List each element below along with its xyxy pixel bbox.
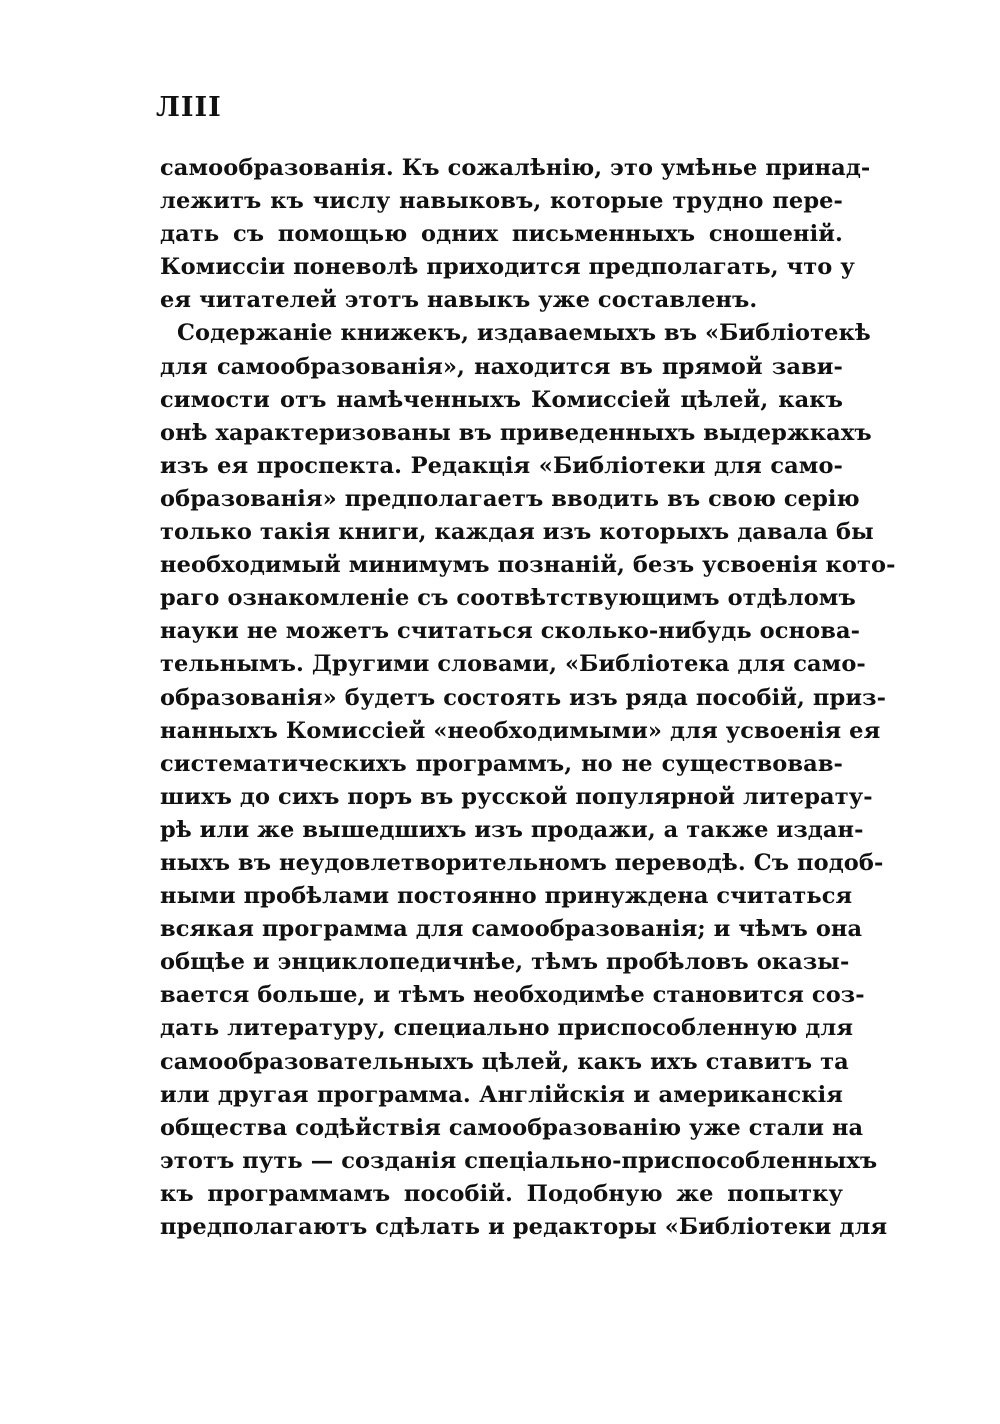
text-line: тельнымъ. Другими словами, «Библіотека для само- — [160, 651, 866, 678]
paragraph — [160, 317, 896, 1244]
text-line: необходимый минимумъ познаній, безъ усвоенія кото- — [160, 552, 896, 579]
text-line: образованія» предполагаетъ вводить въ свою серію — [160, 485, 860, 512]
text-line: этотъ путь — созданія спеціально-приспособленныхъ — [160, 1147, 878, 1174]
text-line: симости отъ намѣченныхъ Комиссіей цѣлей, какъ — [160, 386, 843, 413]
text-line: изъ ея проспекта. Редакція «Библіотеки для само- — [160, 452, 843, 479]
text-line: предполагаютъ сдѣлать и редакторы «Библіотеки для — [160, 1214, 888, 1240]
text-line: раго ознакомленіе съ соотвѣтствующимъ отдѣломъ — [160, 585, 856, 612]
text-line: самообразовательныхъ цѣлей, какъ ихъ ставитъ та — [160, 1048, 849, 1075]
body-text — [160, 152, 896, 1244]
text-line: лежитъ къ числу навыковъ, которые трудно пере- — [160, 188, 843, 215]
text-line: общѣе и энциклопедичнѣе, тѣмъ пробѣловъ оказы- — [160, 949, 850, 976]
text-line: шихъ до сихъ поръ въ русской популярной литерату- — [160, 783, 873, 810]
text-line: самообразованія. Къ сожалѣнію, это умѣнье принад- — [160, 155, 871, 181]
text-line: общества содѣйствія самообразованію уже стали на — [160, 1114, 864, 1141]
text-line: науки не можетъ считаться сколько-нибудь основа- — [160, 618, 861, 645]
text-line: къ программамъ пособій. Подобную же попытку — [160, 1180, 843, 1207]
page-number: ЛIII — [156, 92, 222, 123]
text-line: ныхъ въ неудовлетворительномъ переводѣ. Съ подоб- — [160, 849, 884, 876]
text-line: или другая программа. Англійскія и американскія — [160, 1081, 843, 1108]
text-line: только такія книги, каждая изъ которыхъ давала бы — [160, 519, 874, 546]
text-line: для самообразованія», находится въ прямой зави- — [160, 353, 843, 380]
text-line: всякая программа для самообразованія; и чѣмъ она — [160, 916, 863, 943]
text-line: нанныхъ Комиссіей «необходимыми» для усвоенія ея — [160, 717, 881, 744]
text-line: онѣ характеризованы въ приведенныхъ выдержкахъ — [160, 419, 872, 446]
text-line: Комиссіи поневолѣ приходится предполагать, что у — [160, 254, 855, 281]
text-line: Содержаніе книжекъ, издаваемыхъ въ «Библіотекѣ — [177, 320, 871, 347]
text-line: рѣ или же вышедшихъ изъ продажи, а также издан- — [160, 816, 864, 843]
text-line: ея читателей этотъ навыкъ уже составленъ. — [160, 287, 758, 314]
text-line: дать литературу, специально приспособленную для — [160, 1015, 854, 1042]
paragraph — [160, 152, 871, 317]
text-line: дать съ помощью одних письменныхъ сношеній. — [160, 221, 843, 248]
text-line: образованія» будетъ состоять изъ ряда пособій, приз- — [160, 684, 887, 711]
text-line: вается больше, и тѣмъ необходимѣе становится соз- — [160, 982, 865, 1009]
text-line: ными пробѣлами постоянно принуждена считаться — [160, 883, 853, 910]
text-line: систематическихъ программъ, но не существовав- — [160, 750, 843, 777]
